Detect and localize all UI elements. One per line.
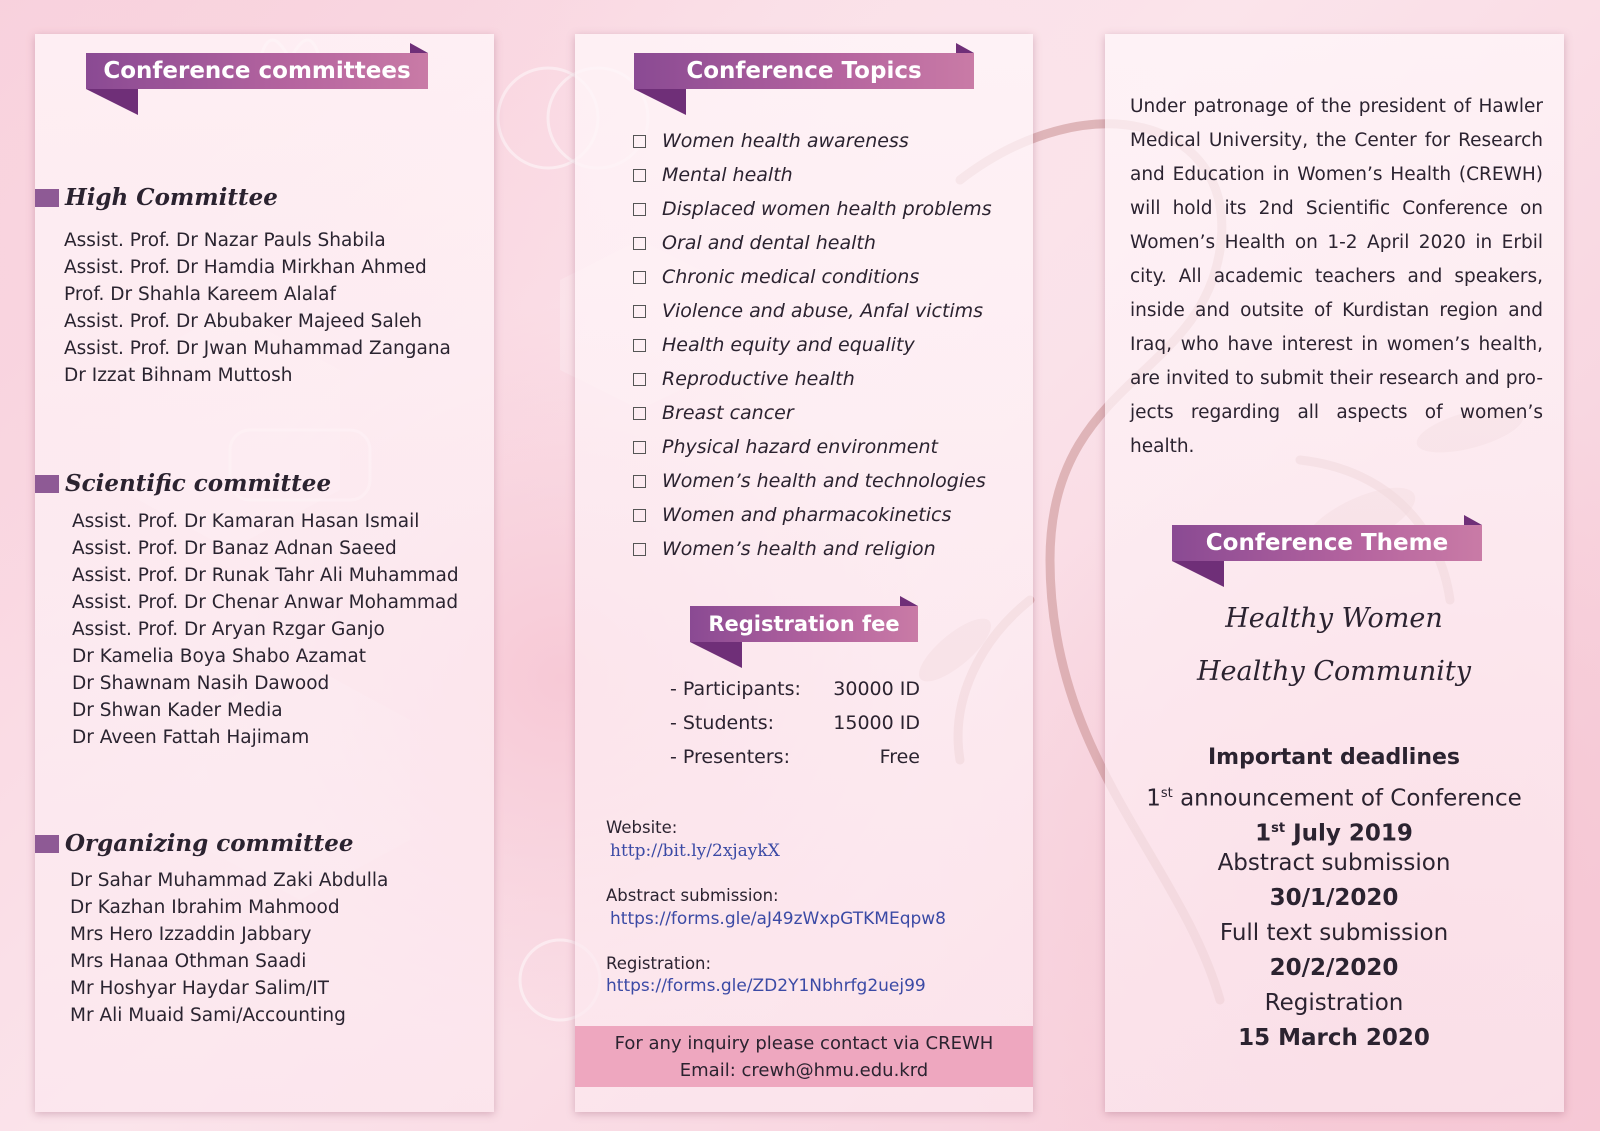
checkbox-icon xyxy=(633,407,646,420)
contact-line: For any inquiry please contact via CREWH xyxy=(614,1033,994,1054)
topic-item xyxy=(633,464,992,498)
section-marker-icon xyxy=(35,189,59,207)
committees-heading xyxy=(86,53,428,89)
section-marker-icon xyxy=(35,475,59,493)
topic-item xyxy=(633,294,992,328)
announcement-label xyxy=(1140,776,1528,811)
committee-member: Dr Izzat Bihnam Muttosh xyxy=(64,365,293,386)
scientific-committee-title xyxy=(35,470,331,497)
topic-label: Chronic medical conditions xyxy=(662,266,920,288)
topic-label: Women’s health and technologies xyxy=(662,470,986,492)
topic-item xyxy=(633,158,992,192)
organizing-committee-title-text: Organizing committee xyxy=(65,830,354,857)
committee-member: Assist. Prof. Dr Runak Tahr Ali Muhammad xyxy=(72,565,459,586)
committee-member: Dr Shwan Kader Media xyxy=(72,700,283,721)
topic-item xyxy=(633,396,992,430)
committee-member: Dr Kamelia Boya Shabo Azamat xyxy=(72,646,367,667)
abstract-submission-link[interactable]: https://forms.gle/aJ49zWxpGTKMEqpw8 xyxy=(610,909,946,929)
announcement-date-text: July 2019 xyxy=(1285,820,1413,847)
announcement-num: 1 xyxy=(1146,785,1161,812)
announcement-date-num: 1 xyxy=(1255,820,1272,847)
contact-email[interactable]: Email: crewh@hmu.edu.krd xyxy=(679,1060,929,1081)
fee-value: 15000 ID xyxy=(833,712,920,734)
fulltext-deadline-date: 20/2/2020 xyxy=(1269,955,1399,981)
high-committee-title xyxy=(35,184,278,211)
fee-label: - Students: xyxy=(670,712,774,734)
committee-member: Mr Ali Muaid Sami/Accounting xyxy=(70,1005,346,1026)
registration-fee-heading xyxy=(690,606,918,642)
topics-heading-text: Conference Topics xyxy=(686,58,922,84)
topic-item xyxy=(633,430,992,464)
topic-label: Displaced women health problems xyxy=(662,198,992,220)
checkbox-icon xyxy=(633,271,646,284)
topic-label: Violence and abuse, Anfal victims xyxy=(662,300,984,322)
checkbox-icon xyxy=(633,169,646,182)
theme-heading-text: Conference Theme xyxy=(1205,530,1449,556)
abstract-submission-label: Abstract submission: xyxy=(606,886,779,905)
checkbox-icon xyxy=(633,203,646,216)
fee-value: Free xyxy=(879,746,920,768)
committee-member: Assist. Prof. Dr Chenar Anwar Mohammad xyxy=(72,592,459,613)
committee-member: Assist. Prof. Dr Hamdia Mirkhan Ahmed xyxy=(64,257,427,278)
scientific-committee-list xyxy=(72,508,459,751)
abstract-deadline-label: Abstract submission xyxy=(1217,850,1451,876)
committee-member: Prof. Dr Shahla Kareem Alalaf xyxy=(64,284,337,305)
fee-label: - Presenters: xyxy=(670,746,790,768)
committee-member: Dr Shawnam Nasih Dawood xyxy=(72,673,330,694)
abstract-deadline-date: 30/1/2020 xyxy=(1269,885,1399,911)
topic-label: Reproductive health xyxy=(662,368,855,390)
checkbox-icon xyxy=(633,543,646,556)
topics-heading xyxy=(634,53,974,89)
registration-label: Registration: xyxy=(606,954,712,973)
topic-label: Physical hazard environment xyxy=(662,436,938,458)
topic-label: Women’s health and religion xyxy=(662,538,936,560)
topic-item xyxy=(633,260,992,294)
committee-member: Dr Aveen Fattah Hajimam xyxy=(72,727,310,748)
fee-value: 30000 ID xyxy=(833,678,920,700)
fee-label: - Participants: xyxy=(670,678,801,700)
fee-list xyxy=(670,672,920,774)
announcement-sup: st xyxy=(1160,786,1173,801)
organizing-committee-title xyxy=(35,830,353,857)
registration-deadline-label: Registration xyxy=(1264,990,1404,1016)
checkbox-icon xyxy=(633,475,646,488)
committee-member: Assist. Prof. Dr Kamaran Hasan Ismail xyxy=(72,511,420,532)
registration-link[interactable]: https://forms.gle/ZD2Y1Nbhrfg2uej99 xyxy=(606,976,926,996)
contact-bar xyxy=(575,1026,1033,1087)
topic-item xyxy=(633,532,992,566)
committee-member: Dr Kazhan Ibrahim Mahmood xyxy=(70,897,340,918)
checkbox-icon xyxy=(633,509,646,522)
deadlines-title: Important deadlines xyxy=(1207,745,1461,770)
committee-member: Assist. Prof. Dr Nazar Pauls Shabila xyxy=(64,230,386,251)
topic-label: Mental health xyxy=(662,164,793,186)
fee-row xyxy=(670,706,920,740)
website-label: Website: xyxy=(606,818,678,837)
theme-line-2: Healthy Community xyxy=(1197,656,1471,687)
topic-item xyxy=(633,362,992,396)
committee-member: Assist. Prof. Dr Jwan Muhammad Zangana xyxy=(64,338,451,359)
section-marker-icon xyxy=(35,835,59,853)
checkbox-icon xyxy=(633,135,646,148)
checkbox-icon xyxy=(633,441,646,454)
high-committee-list xyxy=(64,227,451,389)
fee-row xyxy=(670,740,920,774)
topics-list xyxy=(633,124,992,566)
topic-item xyxy=(633,192,992,226)
website-link[interactable]: http://bit.ly/2xjaykX xyxy=(610,841,780,861)
topic-label: Women health awareness xyxy=(662,130,909,152)
checkbox-icon xyxy=(633,339,646,352)
registration-deadline-date: 15 March 2020 xyxy=(1238,1025,1430,1051)
registration-fee-heading-text: Registration fee xyxy=(708,612,900,636)
intro-paragraph: Under patronage of the president of Hawler Medical University, the Center for Research and Education in Women’s Health (CREWH) will hold its 2nd Scientific Conference on Women’s Health on 1-2 April 2020 in Erbil city. All academic teachers and speakers, inside and outsite of Kurdistan region and Iraq, who have interest in women’s health, are invited to submit their research and pro-jects regarding all aspects of women’s health. xyxy=(1130,96,1543,457)
announcement-date xyxy=(1140,811,1528,846)
topic-label: Breast cancer xyxy=(662,402,794,424)
committee-member: Mrs Hero Izzaddin Jabbary xyxy=(70,924,312,945)
committee-member: Assist. Prof. Dr Abubaker Majeed Saleh xyxy=(64,311,423,332)
topic-item xyxy=(633,498,992,532)
committee-member: Assist. Prof. Dr Banaz Adnan Saeed xyxy=(72,538,397,559)
scientific-committee-title-text: Scientific committee xyxy=(65,470,332,497)
fee-row xyxy=(670,672,920,706)
topic-item xyxy=(633,328,992,362)
deadlines-block xyxy=(1140,740,1528,1056)
committee-member: Mr Hoshyar Haydar Salim/IT xyxy=(70,978,329,999)
committees-heading-text: Conference committees xyxy=(103,58,411,84)
topic-label: Oral and dental health xyxy=(662,232,876,254)
committee-member: Assist. Prof. Dr Aryan Rzgar Ganjo xyxy=(72,619,385,640)
committee-member: Dr Sahar Muhammad Zaki Abdulla xyxy=(70,870,389,891)
organizing-committee-list xyxy=(70,867,388,1029)
topic-label: Health equity and equality xyxy=(662,334,915,356)
high-committee-title-text: High Committee xyxy=(65,184,278,211)
announcement-text: announcement of Conference xyxy=(1172,785,1522,812)
theme-heading xyxy=(1172,525,1482,561)
checkbox-icon xyxy=(633,237,646,250)
topic-item xyxy=(633,226,992,260)
topic-label: Women and pharmacokinetics xyxy=(662,504,952,526)
topic-item xyxy=(633,124,992,158)
checkbox-icon xyxy=(633,373,646,386)
committee-member: Mrs Hanaa Othman Saadi xyxy=(70,951,307,972)
checkbox-icon xyxy=(633,305,646,318)
theme-line-1: Healthy Women xyxy=(1225,603,1443,634)
fulltext-deadline-label: Full text submission xyxy=(1219,920,1449,946)
announcement-date-sup: st xyxy=(1271,821,1286,836)
